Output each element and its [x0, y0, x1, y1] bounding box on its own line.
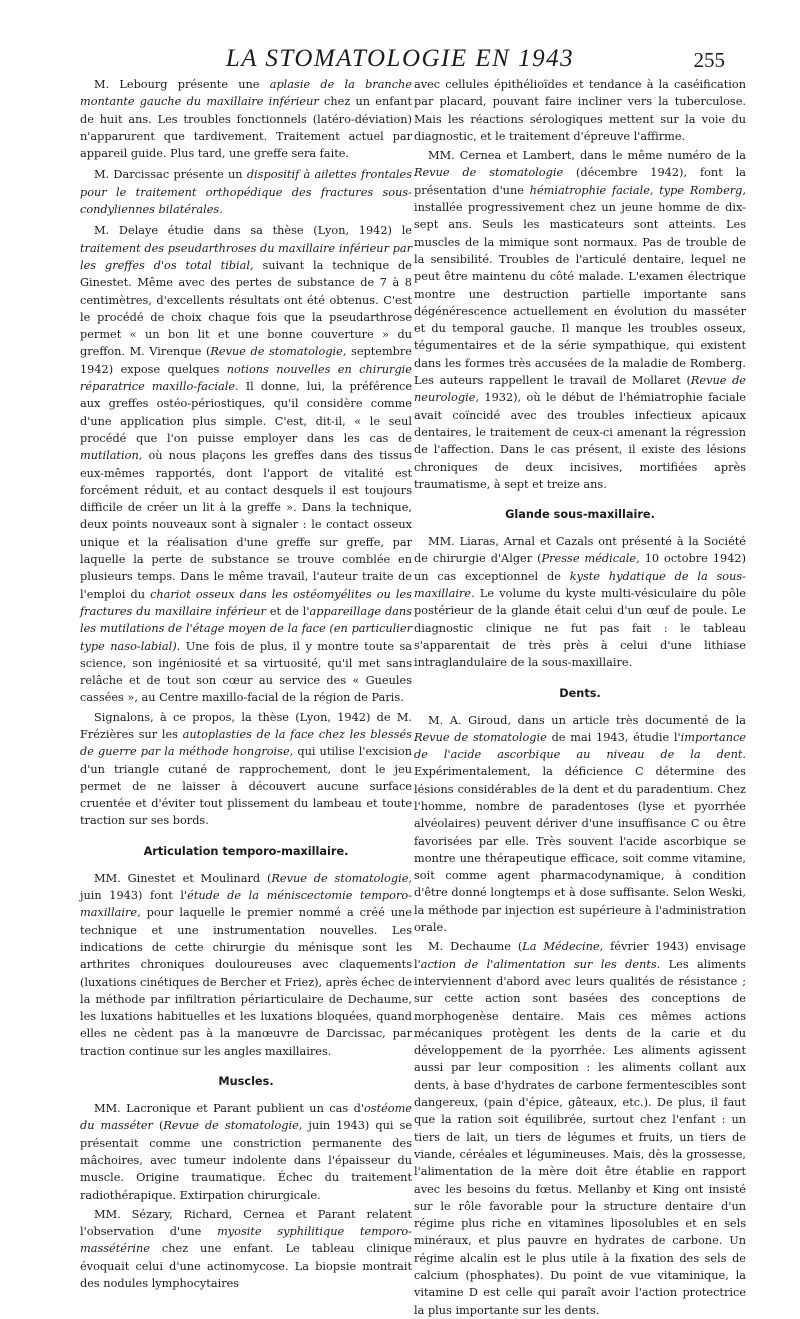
paragraph-sezary: MM. Sézary, Richard, Cernea et Parant relatent l'observation d'une myosite syphilitique temporo-massétérine chez une enfant. Le tableau clinique évoquait celui d'une actinomycose. La biopsie montrait des nodules lymphocytaires — [80, 1207, 412, 1290]
page-header — [0, 44, 800, 74]
section-heading-articulation: Articulation temporo-maxillaire. — [143, 844, 349, 858]
left-column — [80, 76, 413, 1290]
right-column — [414, 76, 747, 1317]
paragraph-darcissac: M. Darcissac présente un dispositif à ailettes frontales pour le traitement orthopédique des fractures sous-condyliennes bilatérales. — [80, 168, 412, 217]
section-heading-glande: Glande sous-maxillaire. — [505, 508, 655, 522]
paragraph-lebourg: M. Lebourg présente une aplasie de la branche montante gauche du maxillaire inférieur chez un enfant de huit ans. Les troubles fonctionnels (latéro-déviation) n'apparurent que tardivement. Traitement actuel par appareil guide. Plus tard, une greffe sera faite. — [80, 78, 413, 161]
journal-title: LA STOMATOLOGIE EN 1943 — [225, 45, 575, 72]
section-heading-dents: Dents. — [559, 686, 601, 700]
paragraph-signalons: Signalons, à ce propos, la thèse (Lyon, 1942) de M. Frézières sur les autoplasties de la face chez les blessés de guerre par la méthode hongroise, qui utilise l'excision d'un triangle cutané de rapprochement, dont le jeu permet de ne laisser à découvert aucune surface cruentée et d'éviter tout plissement du lambeau et toute traction sur ses bords. — [80, 710, 413, 828]
paragraph-ginestet: MM. Ginestet et Moulinard (Revue de stomatologie, juin 1943) font l'étude de la méniscectomie temporo-maxillaire, pour laquelle le premier nommé a créé une technique et une instrumentation nouvelles. Les indications de cette chirurgie du ménisque sont les arthrites chroniques douloureuses avec claquements (luxations cinétiques de Bercher et Friez), après échec de la méthode par infiltration périarticulaire de Dechaume, les luxations habituelles et les luxations bloquées, quand elles ne cèdent pas à la manœuvre de Darcissac, par traction continue sur les angles maxillaires. — [80, 871, 412, 1058]
paragraph-cernea: MM. Cernea et Lambert, dans le même numéro de la Revue de stomatologie (décembre 1942), font la présentation d'une hémiatrophie faciale, type Romberg, installée progressivement chez un jeune homme de dix-sept ans. Seuls les masticateurs sont atteints. Les muscles de la mimique sont normaux. Pas de trouble de la sensibilité. Troubles de l'articulé dentaire, lequel ne peut être maintenu du côté malade. L'examen électrique montre une destruction partielle importante sans dégénérescence actuellement en évolution du masséter et du temporal gauche. Il manque les troubles osseux, tégumentaires et de la série sympathique, qui existent dans les formes très accusées de la maladie de Romberg. Les auteurs rappellent le travail de Mollaret (Revue de neurologie, 1932), où le début de l'hémiatrophie faciale avait coïncidé avec des troubles infectieux apicaux dentaires, le traitement de ceux-ci amenant la régression de l'affection. Dans le cas présent, il existe des lésions chroniques de deux incisives, mortifiées après traumatisme, à sept et treize ans. — [414, 149, 746, 491]
paragraph-liaras: MM. Liaras, Arnal et Cazals ont présenté à la Société de chirurgie d'Alger (Presse médicale, 10 octobre 1942) un cas exceptionnel de kyste hydatique de la sous-maxillaire. Le volume du kyste multi-vésiculaire du pôle postérieur de la glande était celui d'un œuf de poule. Le diagnostic clinique ne fut pas fait : le tableau s'apparentait de très près à celui d'une lithiase intraglandulaire de la sous-maxillaire. — [414, 535, 747, 670]
section-heading-muscles: Muscles. — [218, 1075, 274, 1089]
page-number: 255 — [693, 48, 725, 72]
paragraph-giroud: M. A. Giroud, dans un article très documenté de la Revue de stomatologie de mai 1943, étudie l'importance de l'acide ascorbique au niveau de la dent. Expérimentalement, la déficience C détermine des lésions considérables de la dent et du paradentium. Chez l'homme, nombre de paradentoses (lyse et pyorrhée alvéolaires) peuvent dériver d'une insuffisance C ou être favorisées par elle. Très souvent l'acide ascorbique se montre une thérapeutique efficace, soit comme vitamine, soit comme agent pharmacodynamique, à condition d'être donné longtemps et à dose suffisante. Selon Weski, la méthode par injection est supérieure à l'administration orale. — [414, 713, 746, 935]
paragraph-dechaume: M. Dechaume (La Médecine, février 1943) envisage l'action de l'alimentation sur les dents. Les aliments interviennent d'abord avec leurs qualités de résistance ; sur cette action sont basées des conceptions de morphogenèse dentaire. Mais ces mêmes actions mécaniques protègent les dents de la carie et du développement de la pyorrhée. Les aliments agissent aussi par leur composition : les aliments collant aux dents, à base d'hydrates de carbone fermentescibles sont dangereux, (pain d'épice, gâteaux, etc.). De plus, il faut que la ration soit équilibrée, surtout chez l'enfant : un tiers de lait, un tiers de légumes et fruits, un tiers de viande, céréales et légumineuses. Mais, dès la grossesse, l'alimentation de la mère doit être établie en rapport avec les besoins du fœtus. Mellanby et King ont insisté sur le rôle favorable pour la structure dentaire d'un régime plus riche en vitamines liposolubles et en sels minéraux, et plus pauvre en hydrates de carbone. Un régime alcalin est le plus utile à la fixation des sels de calcium (phosphates). Du point de vue vitaminique, la vitamine D est celle qui paraît avoir l'action protectrice la plus importante sur les dents. — [414, 940, 746, 1317]
paragraph-sezary-continued: avec cellules épithélioïdes et tendance à la caséification par placard, pouvant faire incliner vers la tuberculose. Mais les réactions sérologiques mettent sur la voie du diagnostic, et le traitement d'épreuve l'affirme. — [414, 78, 746, 143]
paragraph-lacronique: MM. Lacronique et Parant publient un cas d'ostéome du masséter (Revue de stomatologie, juin 1943) qui se présentait comme une constriction permanente des mâchoires, avec tumeur indolente dans l'épaisseur du muscle. Origine traumatique. Échec du traitement radiothérapique. Extirpation chirurgicale. — [80, 1102, 413, 1202]
paragraph-delaye: M. Delaye étudie dans sa thèse (Lyon, 1942) le traitement des pseudarthroses du maxillaire inférieur par les greffes d'os total tibial, suivant la technique de Ginestet. Même avec des pertes de substance de 7 à 8 centimètres, d'excellents résultats ont été obtenus. C'est le procédé de choix chaque fois que la pseudarthrose permet « un bon lit et une bonne couverture » du greffon. M. Virenque (Revue de stomatologie, septembre 1942) expose quelques notions nouvelles en chirurgie réparatrice maxillo-faciale. Il donne, lui, la préférence aux greffes ostéo-périostiques, qu'il considère comme d'une application plus simple. C'est, dit-il, « le seul procédé que l'on puisse employer dans les cas de mutilation, où nous plaçons les greffes dans des tissus eux-mêmes rapportés, dont l'apport de vitalité est forcément réduit, et au contact desquels il est toujours difficile de créer un lit à la greffe ». Dans la technique, deux points nouveaux sont à signaler : le contact osseux unique et la réalisation d'une greffe sur greffe, par laquelle la perte de substance se trouve comblée en plusieurs temps. Dans le même travail, l'auteur traite de l'emploi du chariot osseux dans les ostéomyélites ou les fractures du maxillaire inférieur et de l'appareillage dans les mutilations de l'étage moyen de la face (en particulier type naso-labial). Une fois de plus, il y montre toute sa science, son ingéniosité et sa virtuosité, qu'il met sans relâche et de tout son cœur au service des « Gueules cassées », au Centre maxillo-facial de la région de Paris. — [80, 224, 412, 705]
